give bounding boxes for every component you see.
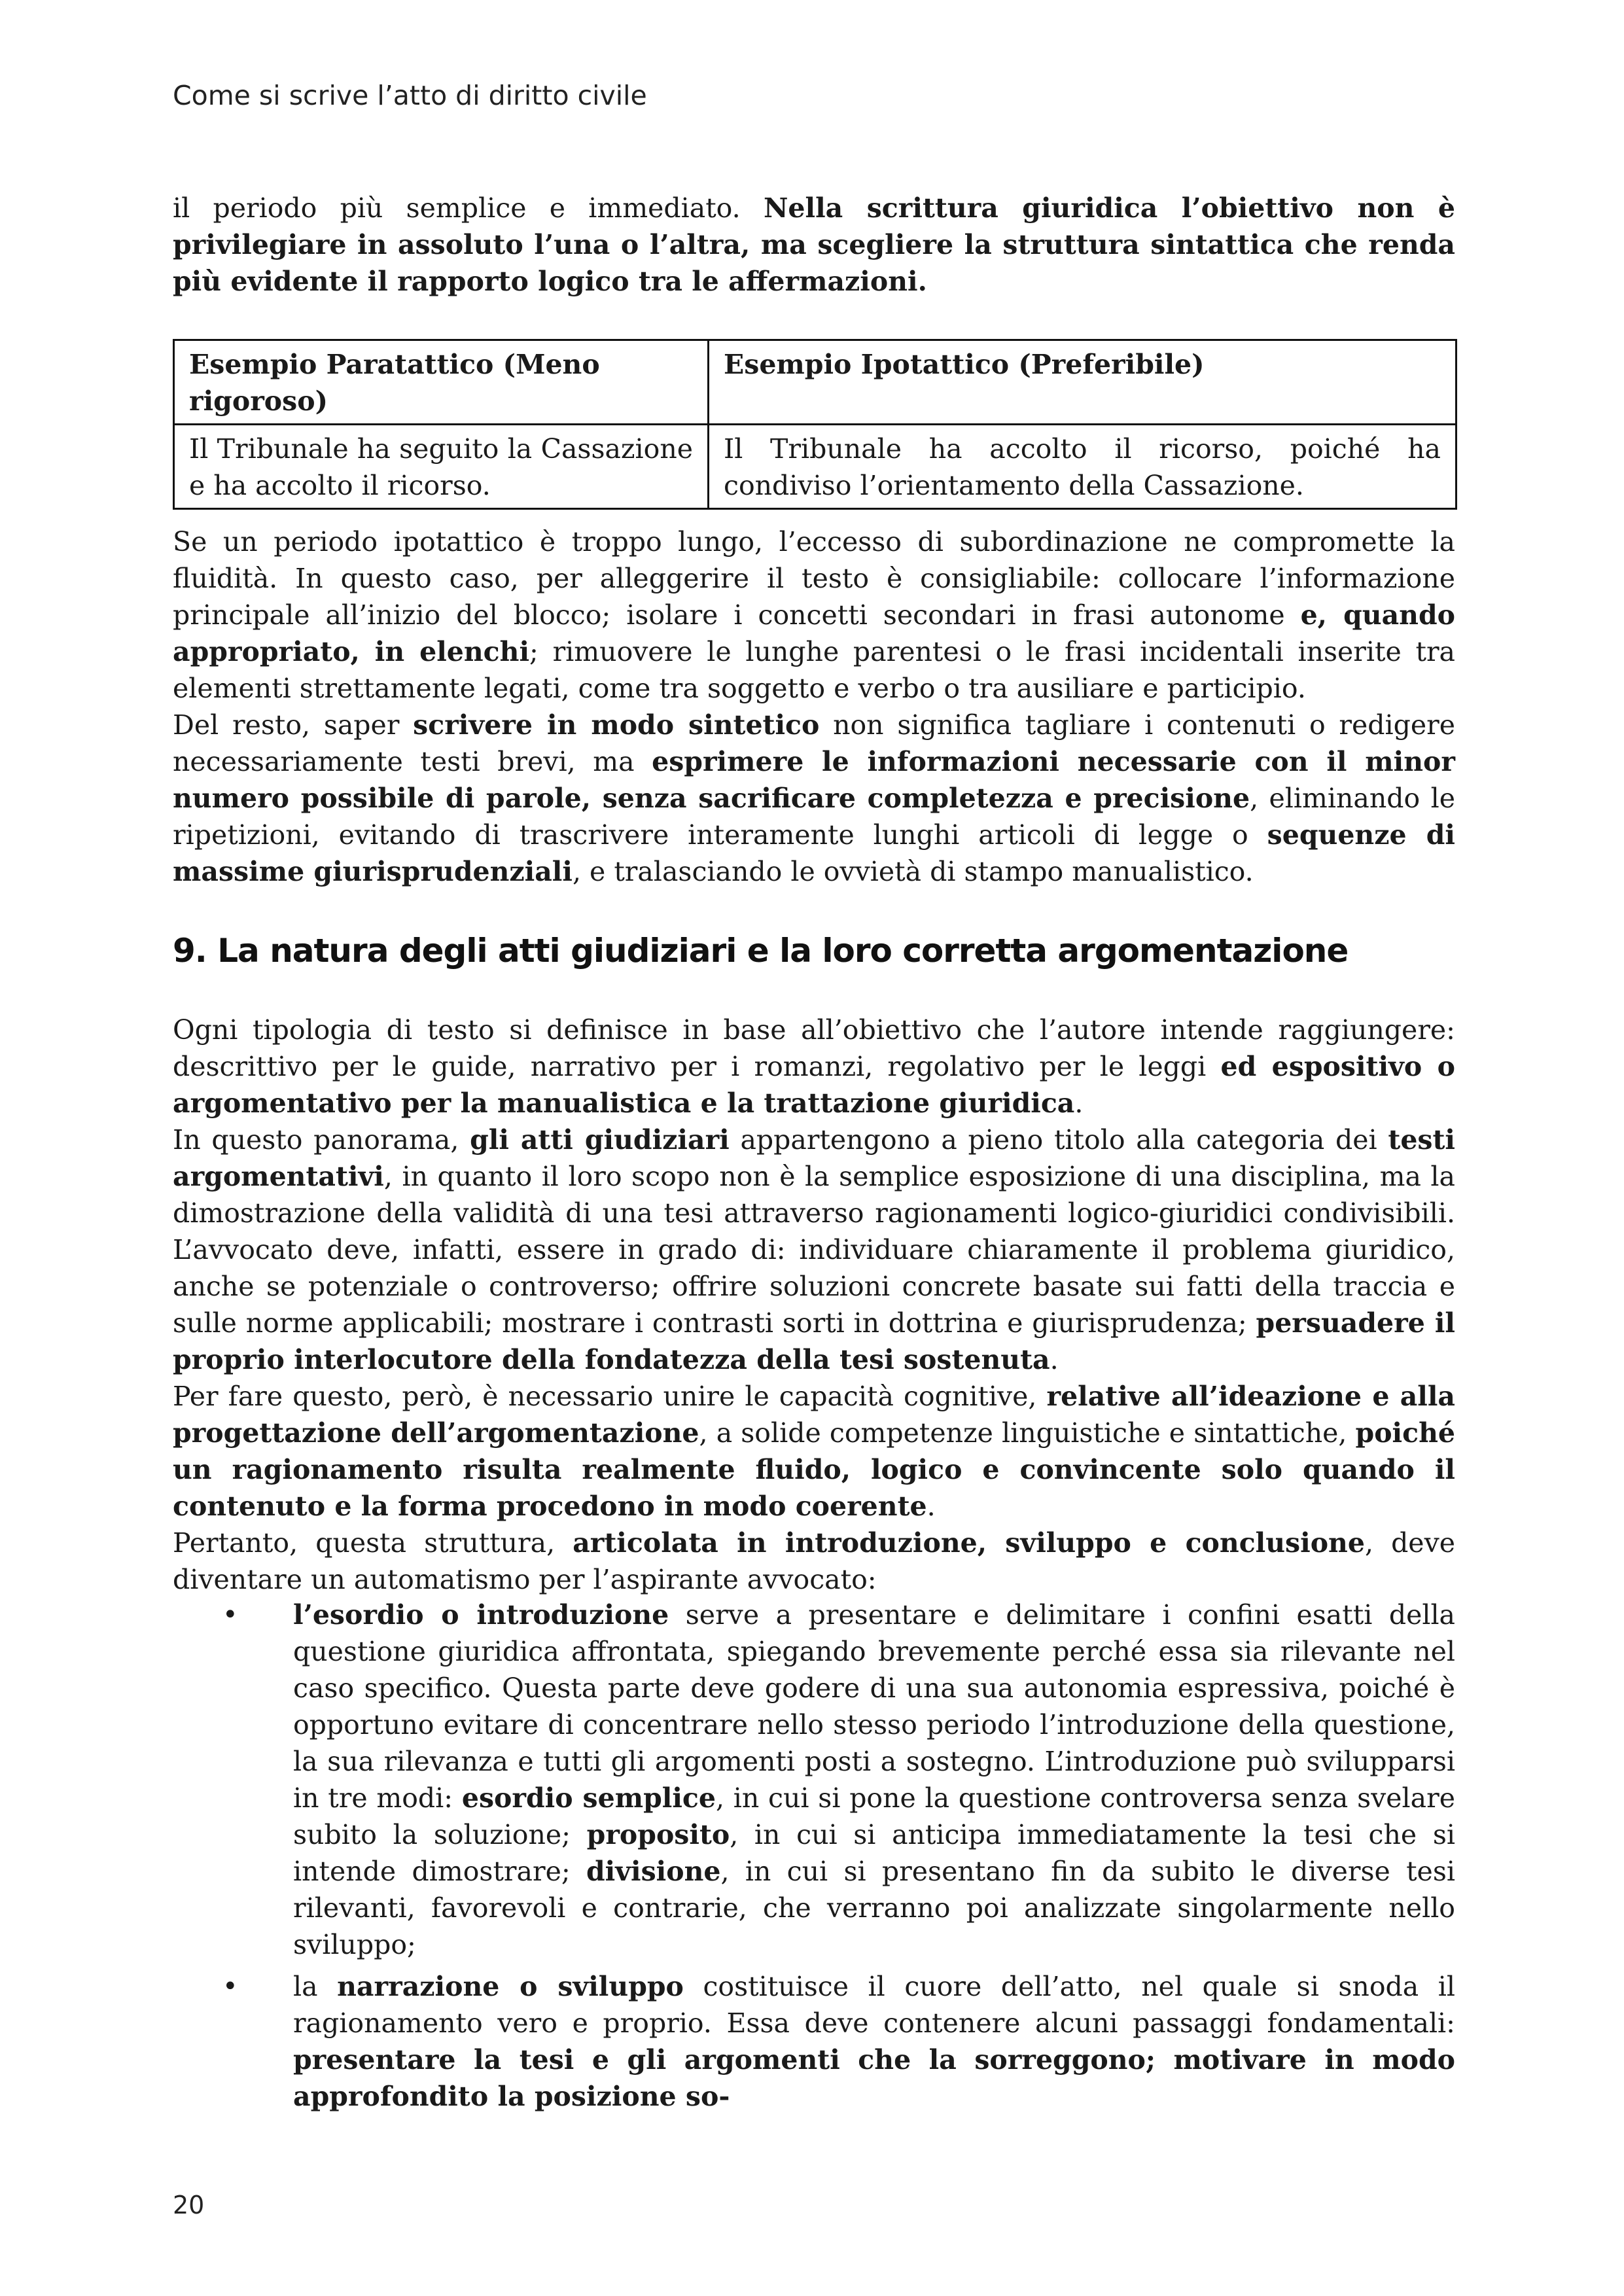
bold-run: presentare la tesi e gli argomenti che la sorreggono; motivare in modo approfondito la posizione so- [293,2044,1455,2112]
page-number: 20 [173,2191,205,2219]
bold-run: l’esordio o introduzione [293,1599,669,1631]
list-item [173,1968,1455,2115]
section-heading: 9. La natura degli atti giudiziari e la loro corretta argomentazione [173,932,1349,970]
paragraph-judicial-acts [173,1122,1455,1378]
text-run: , in quanto il loro scopo non è la semplice esposizione di una disciplina, ma la dimostrazione della validità di una tesi attraverso ragionamenti logico-giuridici condivisibili. L’avvocato deve, infatti, essere in grado di: individuare chiaramente il problema giuridico, anche se potenziale o controverso; offrire soluzioni concrete basate sui fatti della traccia e sulle norme applicabili; mostrare i contrasti sorti in dottrina e giurisprudenza; [173,1161,1455,1339]
text-run: . [1050,1344,1059,1375]
text-run: non significa tagliare i contenuti o redigere necessariamente testi brevi, ma [173,709,1455,777]
text-run: Del resto, saper [173,709,414,741]
bold-run: testi argomentativi [173,1124,1455,1192]
paragraph-cognitive-skills [173,1378,1455,1525]
bold-run: esordio semplice [461,1782,716,1814]
paragraph-structure [173,1525,1455,1598]
text-run: ; rimuovere le lunghe parentesi o le frasi incidentali inserite tra elementi strettamente legati, come tra soggetto e verbo o tra ausiliare e participio. [173,636,1456,704]
text-run: , deve diventare un automatismo per l’aspirante avvocato: [173,1527,1455,1595]
text-run: , in cui si anticipa immediatamente la tesi che si intende dimostrare; [293,1819,1456,1887]
bold-run: persuadere il proprio interlocutore della fondatezza della tesi sostenuta [173,1307,1455,1375]
text-run: , e tralasciando le ovvietà di stampo manualistico. [572,856,1254,887]
bold-run: divisione [586,1856,721,1887]
bold-run: scrivere in modo sintetico [413,709,820,741]
text-run: Per fare questo, però, è necessario unire le capacità cognitive, [173,1381,1047,1412]
bold-run: ed espositivo o argomentativo per la manualistica e la trattazione giuridica [173,1051,1455,1119]
text-run: la [293,1971,338,2002]
text-run: Ogni tipologia di testo si definisce in base all’obiettivo che l’autore intende raggiungere: descrittivo per le guide, narrativo per i romanzi, regolativo per le leggi [173,1014,1455,1082]
bullet-icon: • [222,1971,238,2002]
bold-run: esprimere le informazioni necessarie con il minor numero possibile di parole, senza sacrificare completezza e precisione [173,746,1455,814]
table-cell-paratactic: Il Tribunale ha seguito la Cassazione e ha accolto il ricorso. [174,425,709,509]
bold-run: gli atti giudiziari [470,1124,730,1156]
text-run: Pertanto, questa struttura, [173,1527,573,1559]
bold-run: proposito [586,1819,730,1850]
text-run: , a solide competenze linguistiche e sintattiche, [699,1417,1356,1449]
text-run: In questo panorama, [173,1124,470,1156]
bold-run: sequenze di massime giurisprudenziali [173,819,1455,887]
table-header-paratactic: Esempio Paratattico (Meno rigoroso) [174,340,709,425]
intro-bold-text: Nella scrittura giuridica l’obiettivo non è privilegiare in assoluto l’una o l’altra, ma scegliere la struttura sintattica che renda più evidente il rapporto logico tra le affermazioni. [173,192,1455,297]
text-run: , eliminando le ripetizioni, evitando di trascrivere interamente lunghi articoli di legge o [173,783,1455,851]
intro-paragraph [173,190,1455,300]
text-run: , in cui si presentano fin da subito le diverse tesi rilevanti, favorevoli e contrarie, che verranno poi analizzate singolarmente nello sviluppo; [293,1856,1455,1960]
text-run: . [1074,1087,1084,1119]
table-header-row [174,340,1456,425]
bold-run: relative all’ideazione e alla progettazione dell’argomentazione [173,1381,1455,1449]
bold-run: articolata in introduzione, sviluppo e conclusione [573,1527,1365,1559]
text-run: Se un periodo ipotattico è troppo lungo, l’eccesso di subordinazione ne compromette la fluidità. In questo caso, per alleggerire il testo è consigliabile: collocare l’informazione principale all’inizio del blocco; isolare i concetti secondari in frasi autonome [173,526,1455,631]
text-run: costituisce il cuore dell’atto, nel quale si snoda il ragionamento vero e proprio. Essa deve contenere alcuni passaggi fondamentali: [293,1971,1456,2039]
bold-run: e, quando appropriato, in elenchi [173,599,1455,667]
structure-list [173,1597,1455,2115]
bullet-icon: • [222,1600,238,1630]
list-item [173,1597,1455,1963]
paragraph-synthesis [173,707,1455,890]
table-row [174,425,1456,509]
paragraph-subordination [173,523,1455,707]
example-table [173,339,1457,510]
text-run: appartengono a pieno titolo alla categoria dei [729,1124,1388,1156]
table-header-hypotactic: Esempio Ipotattico (Preferibile) [709,340,1456,425]
text-run: serve a presentare e delimitare i confini esatti della questione giuridica affrontata, spiegando brevemente perché essa sia rilevante nel caso specifico. Questa parte deve godere di una sua autonomia espressiva, poiché è opportuno evitare di concentrare nello stesso periodo l’introduzione della questione, la sua rilevanza e tutti gli argomenti posti a sostegno. L’introduzione può svilupparsi in tre modi: [293,1599,1455,1814]
body-block-2 [173,1012,1455,1598]
table-cell-hypotactic: Il Tribunale ha accolto il ricorso, poiché ha condiviso l’orientamento della Cassazione. [709,425,1456,509]
text-run: . [927,1491,936,1522]
bold-run: narrazione o sviluppo [337,1971,684,2002]
paragraph-text-types [173,1012,1455,1122]
intro-text: il periodo più semplice e immediato. [173,192,764,224]
body-block-1 [173,523,1455,890]
bold-run: poiché un ragionamento risulta realmente fluido, logico e convincente solo quando il contenuto e la forma procedono in modo coerente [173,1417,1455,1522]
running-header: Come si scrive l’atto di diritto civile [173,80,647,111]
text-run: , in cui si pone la questione controversa senza svelare subito la soluzione; [293,1782,1455,1850]
